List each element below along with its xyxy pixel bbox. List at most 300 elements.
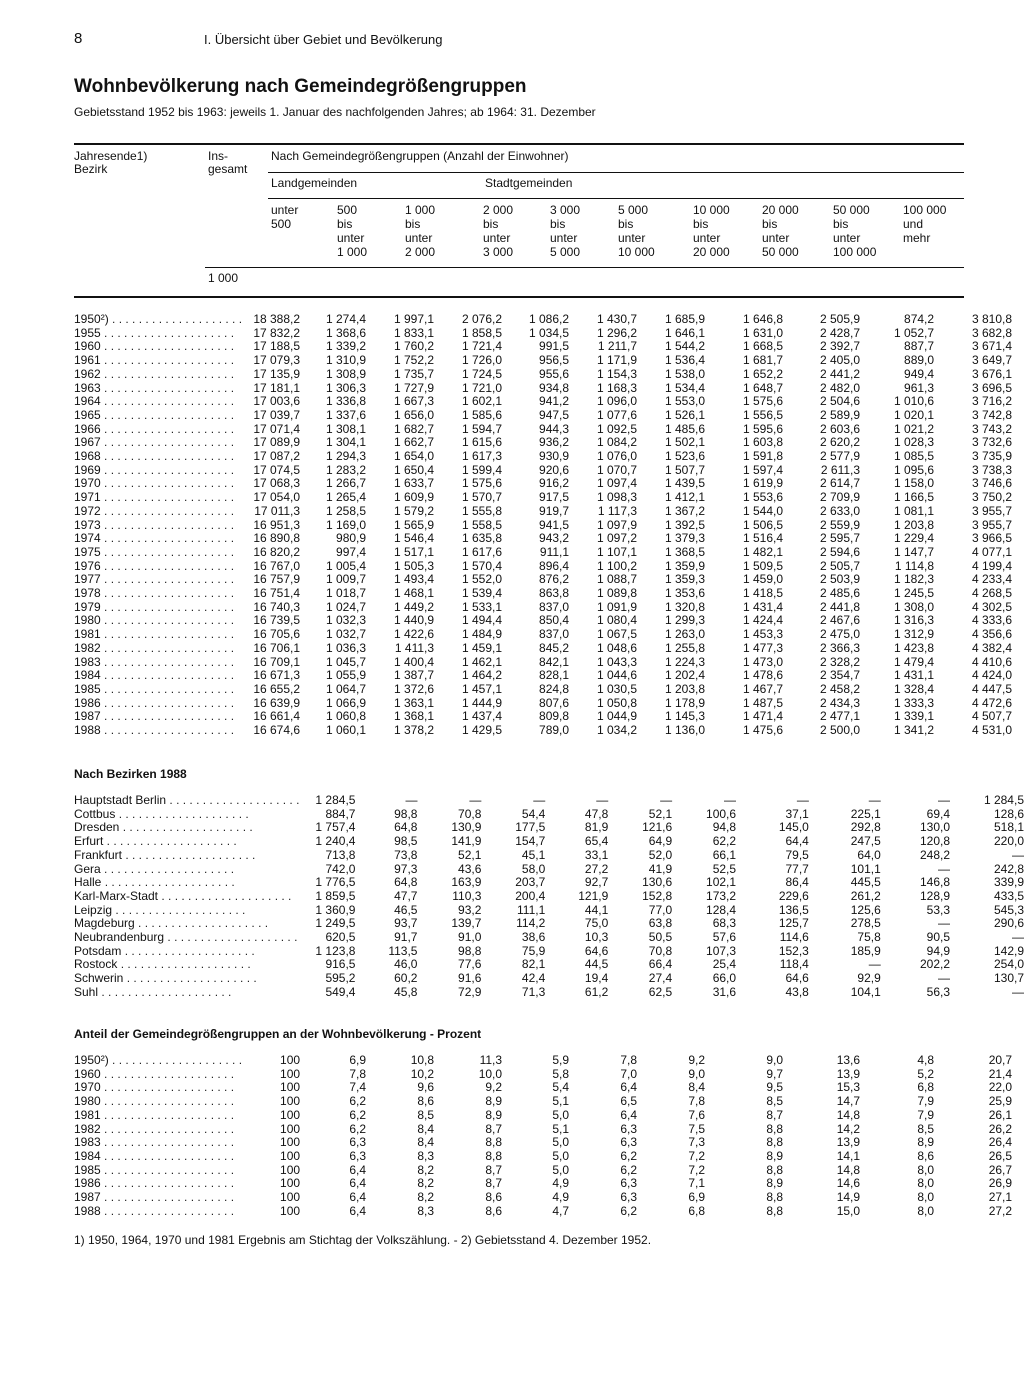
table-cell: 1 609,9 [394,490,435,505]
table-cell: 5,0 [552,1162,570,1177]
year-row [74,587,1012,601]
table-cell: 1 412,1 [665,490,706,505]
table-cell: 77,0 [648,902,673,917]
row-label: 1984 . . . . . . . . . . . . . . . . . . . . [74,1149,235,1163]
table-cell: 10,0 [478,1066,503,1081]
table-cell: 63,8 [648,916,673,931]
table-cell: 920,6 [539,462,570,477]
table-cell: 3 732,6 [972,435,1013,450]
table-cell: 1 646,8 [743,312,784,326]
row-label: 1982 . . . . . . . . . . . . . . . . . . . . [74,641,235,655]
row-label: Dresden . . . . . . . . . . . . . . . . . . . . [74,821,253,835]
bezirk-row [74,849,1024,863]
table-cell: 8,4 [417,1135,435,1150]
table-cell: 261,2 [850,888,881,903]
table-cell: 6,3 [620,1176,638,1191]
table-cell: 98,5 [394,834,418,849]
table-cell: 254,0 [993,957,1024,972]
table-cell: 1 553,6 [743,490,784,505]
table-cell: 8,7 [766,1107,784,1122]
table-cell: 65,4 [584,834,609,849]
column-header-3: 1 000 bis unter 2 000 [405,203,436,259]
table-cell: 3 955,7 [972,503,1013,518]
row-label: 1950²) . . . . . . . . . . . . . . . . . . . . [74,1054,243,1067]
table-cell: 433,5 [993,888,1024,903]
column-header-5: 3 000 bis unter 5 000 [550,203,581,259]
table-cell: 64,8 [394,820,418,835]
year-row [74,450,1012,464]
table-cell: 1 048,6 [597,640,638,655]
table-cell: 874,2 [904,312,935,326]
table-cell: 2 482,0 [820,380,861,395]
column-header-2: 500 bis unter 1 000 [337,203,368,259]
table-cell: 1 378,2 [394,723,435,738]
table-cell: 1 633,7 [394,476,435,491]
table-cell: 4 233,4 [972,572,1013,587]
table-cell: 1 552,0 [462,572,503,587]
table-cell: 5,0 [552,1107,570,1122]
table-cell: 1 735,7 [394,366,435,381]
table-cell: — [596,793,609,807]
table-cell: 93,2 [458,902,482,917]
table-cell: 13,9 [836,1135,861,1150]
table-cell: 1 457,1 [462,681,503,696]
table-cell: 242,8 [993,861,1024,876]
bezirk-row [74,863,1024,877]
table-cell: 66,4 [648,957,673,972]
table-bezirke [74,794,1024,1000]
table-cell: 1 544,2 [665,339,706,354]
table-cell: 25,9 [988,1094,1013,1109]
table-cell: 19,4 [584,971,609,986]
year-row [74,683,1012,697]
table-cell: 1 092,5 [597,421,638,436]
table-cell: 1 464,2 [462,668,503,683]
block-title-anteil: Anteil der Gemeindegrößengruppen an der Wohnbevölkerung - Prozent [74,1027,482,1041]
table-cell: 1 339,2 [326,339,367,354]
table-cell: 3 810,8 [972,312,1013,326]
table-cell: 16 951,3 [253,517,301,532]
table-cell: 8,6 [417,1094,435,1109]
table-cell: 100 [280,1135,301,1150]
row-label: 1985 . . . . . . . . . . . . . . . . . . . . [74,682,235,696]
table-cell: 17 071,4 [253,421,301,436]
row-label: 1983 . . . . . . . . . . . . . . . . . . . . [74,655,235,669]
table-cell: 742,0 [325,861,356,876]
anteil-row [74,1177,1012,1191]
table-cell: 1 757,4 [315,820,356,835]
table-cell: 100 [280,1190,301,1205]
table-cell: — [1012,847,1024,862]
table-cell: 6,4 [349,1162,367,1177]
table-cell: 16 705,6 [253,627,301,642]
row-label: 1970 . . . . . . . . . . . . . . . . . . . . [74,1081,235,1095]
year-row [74,642,1012,656]
table-cell: 17 181,1 [253,380,301,395]
table-cell: 111,1 [517,902,546,917]
table-cell: 3 955,7 [972,517,1013,532]
table-cell: 1 308,1 [326,421,367,436]
table-cell: 8,7 [485,1176,503,1191]
table-cell: 6,2 [349,1094,367,1109]
row-label: 1969 . . . . . . . . . . . . . . . . . . . . [74,463,235,477]
table-cell: 1 471,4 [743,709,784,724]
table-cell: 944,3 [539,421,570,436]
table-cell: 1 005,4 [326,558,367,573]
table-cell: 1 475,6 [743,723,784,738]
table-cell: 1 484,9 [462,627,503,642]
table-cell: 17 188,5 [253,339,301,354]
table-cell: 17 079,3 [253,353,301,368]
table-cell: 845,2 [539,640,570,655]
table-cell: 5,0 [552,1148,570,1163]
table-cell: 1 724,5 [462,366,503,381]
table-cell: 1 064,7 [326,681,367,696]
table-cell: 1 336,8 [326,394,367,409]
table-cell: 1 310,9 [326,353,367,368]
table-cell: 6,3 [349,1135,367,1150]
anteil-row [74,1164,1012,1178]
table-cell: 1 034,2 [597,723,638,738]
table-cell: 8,3 [417,1148,435,1163]
table-cell: 1 523,6 [665,449,706,464]
table-cell: 955,6 [539,366,570,381]
table-cell: 56,3 [926,984,951,999]
row-label: 1987 . . . . . . . . . . . . . . . . . . . . [74,1191,235,1205]
table-cell: 545,3 [993,902,1024,917]
table-cell: 25,4 [712,957,737,972]
table-cell: 43,8 [785,984,809,999]
table-cell: 5,1 [552,1094,570,1109]
table-cell: 7,0 [620,1066,638,1081]
bezirk-row [74,986,1024,1000]
table-cell: 9,2 [485,1080,503,1095]
table-cell: 27,1 [988,1190,1013,1205]
table-cell: 1 431,1 [894,668,935,683]
anteil-row [74,1081,1012,1095]
table-cell: 8,8 [485,1148,503,1163]
table-cell: 44,5 [584,957,609,972]
table-cell: 1 597,4 [743,462,784,477]
table-cell: 1 284,5 [315,793,356,807]
table-cell: 8,8 [766,1203,784,1218]
table-cell: 100 [280,1066,301,1081]
table-cell: 58,0 [521,861,546,876]
table-cell: 43,6 [458,861,482,876]
table-cell: 278,5 [850,916,881,931]
row-label: Leipzig . . . . . . . . . . . . . . . . . . . . [74,903,246,917]
table-cell: 8,2 [417,1190,435,1205]
table-cell: 2 611,3 [820,462,861,477]
table-cell: 26,1 [988,1107,1013,1122]
table-cell: 8,9 [917,1135,935,1150]
table-cell: 1 615,6 [462,435,503,450]
table-cell: 1 066,9 [326,695,367,710]
table-cell: 50,5 [648,930,673,945]
table-cell: 91,0 [458,930,482,945]
table-cell: 113,5 [388,943,418,958]
table-cell: 9,6 [417,1080,435,1095]
table-cell: 2 505,9 [820,312,861,326]
table-cell: 1 585,6 [462,407,503,422]
table-cell: 1 536,4 [665,353,706,368]
table-cell: 2 709,9 [820,490,861,505]
table-cell: 16 706,1 [253,640,301,655]
row-label: Magdeburg . . . . . . . . . . . . . . . . . . . . [74,917,269,931]
table-cell: 64,6 [785,971,809,986]
table-cell: 1 095,6 [894,462,935,477]
table-cell: 1 667,3 [394,394,435,409]
table-cell: 4,9 [552,1190,570,1205]
table-cell: 72,9 [458,984,482,999]
table-cell: 121,9 [578,888,609,903]
table-cell: 1 652,2 [743,366,784,381]
table-cell: 8,5 [917,1121,935,1136]
table-cell: 11,3 [479,1053,503,1067]
head-unit: 1 000 [208,271,239,285]
table-cell: 20,7 [988,1053,1013,1067]
row-label: 1988 . . . . . . . . . . . . . . . . . . . . [74,1204,235,1218]
table-cell: 919,7 [539,503,570,518]
table-cell: 17 087,2 [253,449,301,464]
table-cell: 4 077,1 [972,544,1013,559]
table-cell: 229,6 [778,888,809,903]
row-label: 1960 . . . . . . . . . . . . . . . . . . . . [74,1067,235,1081]
table-cell: 1 631,0 [743,325,784,340]
table-cell: 142,9 [993,943,1024,958]
year-row [74,656,1012,670]
row-label: 1980 . . . . . . . . . . . . . . . . . . . . [74,1095,235,1109]
table-cell: 2 614,7 [820,476,861,491]
year-row [74,340,1012,354]
table-cell: 1 034,5 [529,325,570,340]
table-cell: 1 166,5 [894,490,935,505]
table-cell: 97,3 [394,861,418,876]
table-cell: 1 089,8 [597,586,638,601]
table-cell: 45,1 [521,847,546,862]
table-cell: 1 032,7 [326,627,367,642]
table-cell: 5,9 [552,1053,570,1067]
head-row-label-2: Bezirk [74,162,108,176]
table-cell: 1 650,4 [394,462,435,477]
table-cell: 2 405,0 [820,353,861,368]
table-cell: 136,5 [778,902,809,917]
table-cell: 14,9 [836,1190,861,1205]
table-cell: 18 388,2 [253,312,301,326]
table-cell: 64,0 [857,847,881,862]
table-cell: 1 249,5 [315,916,356,931]
table-cell: 16 751,4 [253,586,301,601]
rule-subgroup [268,198,964,199]
table-cell: 1 603,8 [743,435,784,450]
table-cell: 1 721,0 [462,380,503,395]
table-cell: 4 447,5 [972,681,1013,696]
table-cell: 6,5 [620,1094,638,1109]
table-cell: 4,8 [917,1053,935,1067]
table-cell: 1 360,9 [315,902,356,917]
footnote: 1) 1950, 1964, 1970 und 1981 Ergebnis am Stichtag der Volkszählung. - 2) Gebietsstand 4. Dezember 1952. [74,1233,652,1247]
table-cell: 1 449,2 [394,599,435,614]
block-title-bezirke: Nach Bezirken 1988 [74,767,187,781]
table-cell: 1 668,5 [743,339,784,354]
table-cell: 16 655,2 [253,681,301,696]
table-cell: 90,5 [926,930,951,945]
table-cell: 1 312,9 [894,627,935,642]
bezirk-row [74,958,1024,972]
table-cell: 549,4 [325,984,356,999]
row-label: 1985 . . . . . . . . . . . . . . . . . . . . [74,1163,235,1177]
table-cell: 2 620,2 [820,435,861,450]
table-cell: 2 477,1 [820,709,861,724]
table-cell: 1 171,9 [597,353,638,368]
table-cell: 1 368,6 [326,325,367,340]
table-cell: 1 997,1 [394,312,435,326]
table-cell: 101,1 [850,861,881,876]
table-cell: 1 024,7 [326,599,367,614]
table-cell: 1 646,1 [665,325,706,340]
table-cell: 152,8 [642,888,673,903]
table-cell: 163,9 [451,875,482,890]
table-cell: — [796,793,809,807]
table-cell: 8,8 [766,1162,784,1177]
table-cell: 100 [280,1176,301,1191]
table-cell: 94,9 [926,943,951,958]
table-cell: 2 504,6 [820,394,861,409]
table-cell: 1 462,1 [462,654,503,669]
table-cell: 8,6 [917,1148,935,1163]
table-cell: 61,2 [584,984,609,999]
table-cell: 4 531,0 [972,723,1013,738]
table-cell: 1 437,4 [462,709,503,724]
anteil-row [74,1123,1012,1137]
table-cell: 1 478,6 [743,668,784,683]
year-row [74,614,1012,628]
table-cell: 1 070,7 [597,462,638,477]
year-row [74,573,1012,587]
table-cell: 842,1 [539,654,570,669]
table-cell: 47,7 [394,888,418,903]
year-row [74,354,1012,368]
table-cell: 1 546,4 [394,531,435,546]
table-cell: 75,0 [584,916,609,931]
row-label: 1988 . . . . . . . . . . . . . . . . . . . . [74,724,235,738]
year-row [74,560,1012,574]
table-cell: — [938,916,951,931]
table-cell: 1 379,3 [665,531,706,546]
table-cell: 1 145,3 [665,709,706,724]
table-cell: 3 671,4 [972,339,1013,354]
table-cell: 1 431,4 [743,599,784,614]
year-row [74,669,1012,683]
year-row [74,724,1012,738]
row-label: 1968 . . . . . . . . . . . . . . . . . . . . [74,450,235,464]
table-cell: 1 283,2 [326,462,367,477]
year-row [74,436,1012,450]
table-cell: 1 076,0 [597,449,638,464]
row-label: 1986 . . . . . . . . . . . . . . . . . . . . [74,696,235,710]
table-cell: 52,0 [648,847,673,862]
table-cell: 6,4 [349,1176,367,1191]
table-cell: 4 302,5 [972,599,1013,614]
row-label: 1984 . . . . . . . . . . . . . . . . . . . . [74,669,235,683]
row-label: 1961 . . . . . . . . . . . . . . . . . . . . [74,354,235,368]
table-cell: 941,2 [539,394,570,409]
table-cell: 37,1 [785,806,809,821]
bezirk-row [74,945,1024,959]
table-cell: 100 [280,1080,301,1095]
row-label: 1973 . . . . . . . . . . . . . . . . . . . . [74,518,235,532]
table-cell: 8,6 [485,1190,503,1205]
table-cell: 7,8 [620,1053,638,1067]
bezirk-row [74,835,1024,849]
table-cell: 16 674,6 [253,723,301,738]
table-cell: 3 676,1 [972,366,1013,381]
table-cell: 2 467,6 [820,613,861,628]
head-landgemeinden: Landgemeinden [271,176,358,190]
table-cell: 16 767,0 [253,558,301,573]
table-cell: 31,6 [712,984,737,999]
table-cell: 980,9 [336,531,367,546]
table-cell: 1 353,6 [665,586,706,601]
table-cell: 220,0 [993,834,1024,849]
table-cell: 1 387,7 [394,668,435,683]
table-cell: 1 506,5 [743,517,784,532]
table-cell: 1 591,8 [743,449,784,464]
table-cell: 8,6 [485,1203,503,1218]
year-row [74,409,1012,423]
table-cell: 930,9 [539,449,570,464]
table-cell: 1 595,6 [743,421,784,436]
table-cell: 1 556,5 [743,407,784,422]
table-cell: 107,3 [706,943,737,958]
table-cell: 17 003,6 [253,394,301,409]
table-cell: 141,9 [451,834,482,849]
table-cell: 1 726,0 [462,353,503,368]
row-label: 1982 . . . . . . . . . . . . . . . . . . . . [74,1122,235,1136]
table-cell: 934,8 [539,380,570,395]
row-label: Frankfurt . . . . . . . . . . . . . . . . . . . . [74,848,256,862]
table-cell: 98,8 [394,806,418,821]
row-label: Cottbus . . . . . . . . . . . . . . . . . . . . [74,807,249,821]
column-header-4: 2 000 bis unter 3 000 [483,203,514,259]
table-cell: 1 308,0 [894,599,935,614]
row-label: Potsdam . . . . . . . . . . . . . . . . . . . . [74,944,255,958]
table-cell: 1 067,5 [597,627,638,642]
table-cell: 595,2 [325,971,356,986]
table-cell: 7,1 [688,1176,706,1191]
table-cell: 1 468,1 [394,586,435,601]
table-cell: 4 356,6 [972,627,1013,642]
table-cell: 2 441,8 [820,599,861,614]
year-row [74,546,1012,560]
table-cell: 1 320,8 [665,599,706,614]
year-row [74,519,1012,533]
table-cell: 1 245,5 [894,586,935,601]
table-cell: 1 619,9 [743,476,784,491]
table-cell: 2 505,7 [820,558,861,573]
table-cell: 53,3 [926,902,951,917]
table-cell: — [868,957,881,972]
table-cell: 9,2 [688,1053,706,1067]
table-cell: 1 538,0 [665,366,706,381]
table-cell: 154,7 [515,834,546,849]
table-cell: 4 507,7 [972,709,1013,724]
table-cell: 1 424,4 [743,613,784,628]
table-cell: 42,4 [521,971,546,986]
table-cell: 8,3 [417,1203,435,1218]
table-cell: 9,7 [766,1066,784,1081]
table-cell: 949,4 [904,366,935,381]
